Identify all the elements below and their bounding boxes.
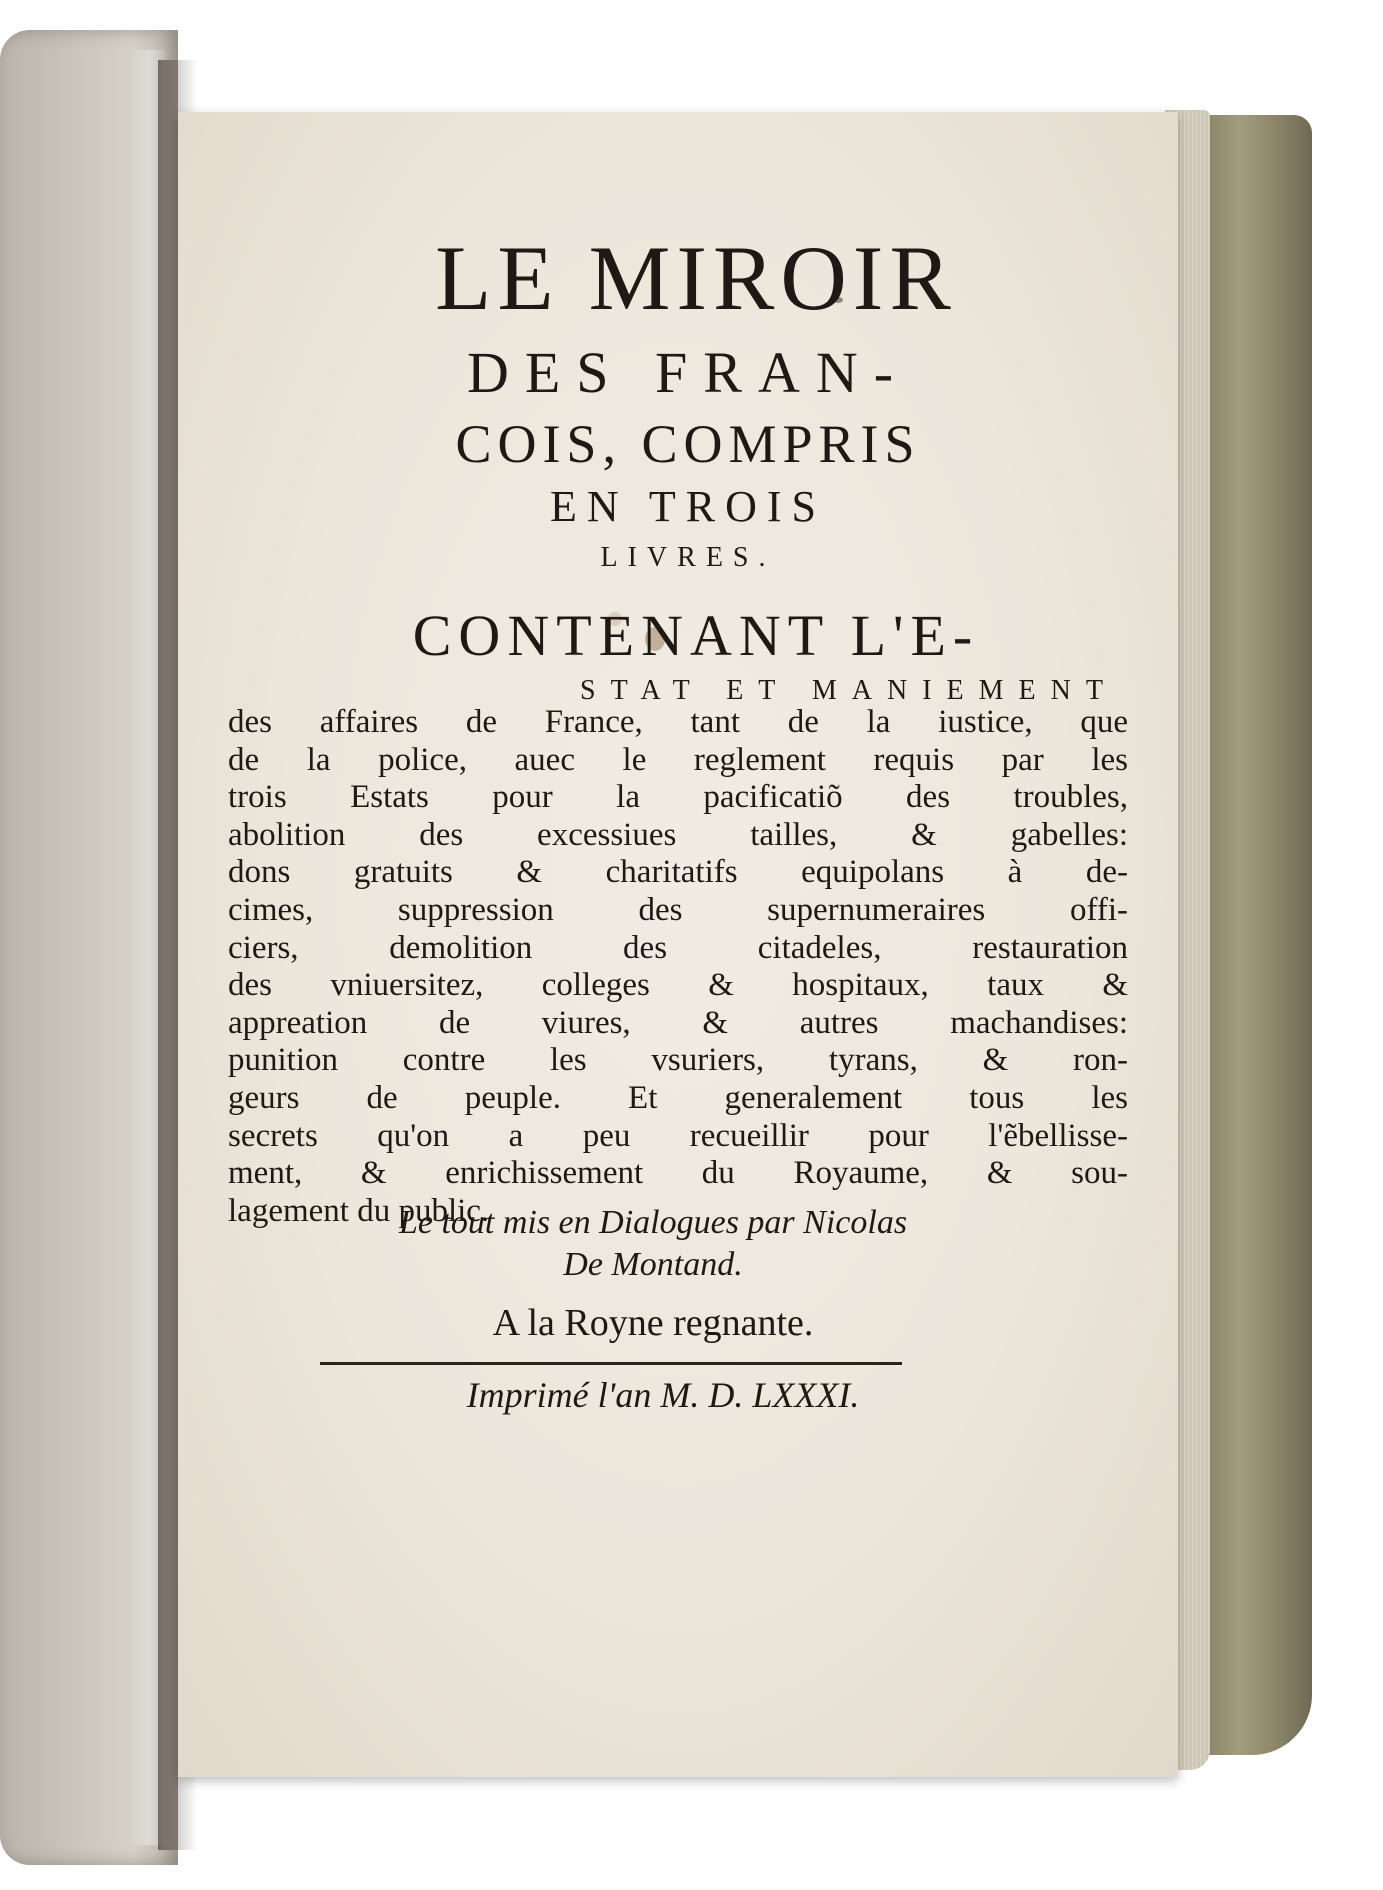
contenant-subheading: STAT ET MANIEMENT — [580, 675, 1118, 706]
description-line: secrets qu'on a peu recueillir pour l'ẽbellisse- — [228, 1117, 1128, 1154]
title-line-1: LE MIROIR — [435, 227, 957, 329]
description-line: des affaires de France, tant de la iustice, que — [228, 704, 1128, 740]
description-line: ment, & enrichissement du Royaume, & sou- — [228, 1155, 1128, 1192]
attribution-line-1: Le tout mis en Dialogues par Nicolas — [398, 1204, 908, 1241]
title-line-2: DES FRAN- — [466, 340, 910, 405]
title-page — [178, 112, 1178, 1777]
left-page — [0, 30, 178, 1865]
description-line: ciers, demolition des citadeles, restauration — [228, 929, 1128, 966]
imprint: Imprimé l'an M. D. LXXXI. — [466, 1375, 860, 1415]
description-line: appreation de viures, & autres machandises: — [228, 1004, 1128, 1041]
title-line-4: EN TROIS — [550, 482, 826, 531]
description-line: lagement du public. — [228, 1192, 490, 1229]
description-line: punition contre les vsuriers, tyrans, & ron- — [228, 1042, 1128, 1079]
title-line-5: LIVRES. — [600, 542, 776, 573]
title-line-3: COIS, COMPRIS — [455, 414, 921, 474]
description-paragraph — [228, 704, 1128, 1230]
description-line: geurs de peuple. Et generalement tous les — [228, 1079, 1128, 1116]
attribution-line-2: De Montand. — [563, 1246, 743, 1283]
dedication: A la Royne regnante. — [492, 1302, 814, 1344]
description-line: abolition des excessiues tailles, & gabelles: — [228, 816, 1128, 853]
description-line: dons gratuits & charitatifs equipolans à de- — [228, 854, 1128, 891]
horizontal-rule — [320, 1362, 902, 1365]
description-line: des vniuersitez, colleges & hospitaux, taux & — [228, 967, 1128, 1004]
attribution — [278, 1202, 1028, 1286]
description-line: de la police, auec le reglement requis par les — [228, 741, 1128, 778]
description-line: trois Estats pour la pacificatiõ des troubles, — [228, 779, 1128, 816]
contenant-heading: CONTENANT L'E- — [412, 603, 980, 668]
description-line: cimes, suppression des supernumeraires offi- — [228, 891, 1128, 928]
